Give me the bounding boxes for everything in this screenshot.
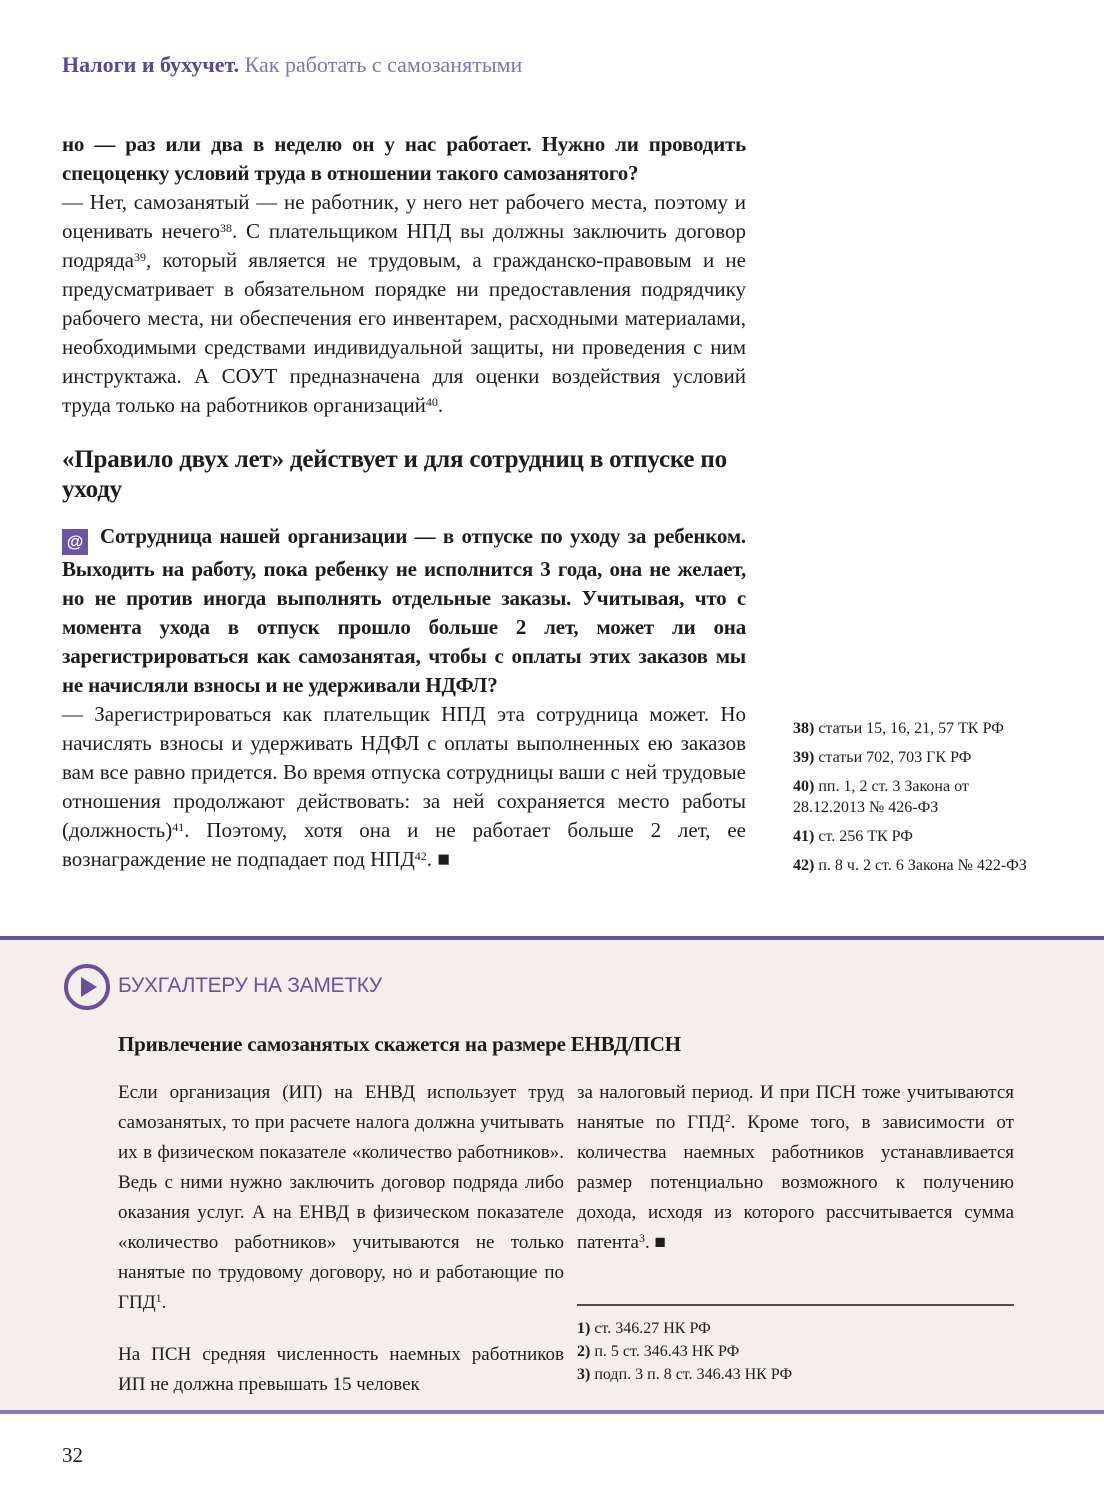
note-footnote: [577, 1317, 1014, 1340]
note-left-paragraph-1: Если организация (ИП) на ЕНВД использует труд самозанятых, то при расчете налога должна учитывать их в физическом показателе «количество работников». Ведь с ними нужно заключить договор подряда либо оказания услуг. А на ЕНВД в физическом показателе «количество работников» учитываются не только нанятые по трудовому договору, но и работающие по ГПД$^1$.: [118, 1082, 564, 1313]
note-footnote-number: 1): [577, 1320, 591, 1337]
side-footnote-number: 38): [793, 720, 815, 737]
question-2: [62, 522, 746, 700]
side-footnote-text: пп. 1, 2 ст. 3 Закона от 28.12.2013 № 426-ФЗ: [793, 778, 969, 816]
note-left-paragraph-2: На ПСН средняя численность наемных работников ИП не должна превышать 15 человек: [118, 1344, 564, 1395]
side-footnotes: [793, 718, 1028, 884]
note-footnote: [577, 1340, 1014, 1363]
note-footnote-number: 3): [577, 1366, 591, 1383]
side-footnote: [793, 826, 1028, 847]
answer-2: — Зарегистрироваться как плательщик НПД эта сотрудница может. Но начислять взносы и удерживать НДФЛ с оплаты выполненных ею заказов вам все равно придется. Во время отпуска сотрудницы ваши с ней трудовые отношения продолжают действовать: за ней сохраняется место работы (должность)$^{41}$. Поэтому, хотя она и не работает больше 2 лет, ее вознаграждение не подпадает под НПД$^{42}$. ■: [62, 702, 746, 871]
question-2-text: Сотрудница нашей организации — в отпуске по уходу за ребенком. Выходить на работу, пока ребенку не исполнится 3 года, она не желает, но не против иногда выполнять отдельные заказы. Учитывая, что с момента ухода в отпуск прошло больше 2 лет, может ли она зарегистрироваться как самозанятая, чтобы с оплаты этих заказов мы не начисляли взносы и не удерживали НДФЛ?: [62, 524, 746, 697]
note-footnote-text: подп. 3 п. 8 ст. 346.43 НК РФ: [590, 1366, 793, 1383]
section-heading: «Правило двух лет» действует и для сотрудниц в отпуске по уходу: [62, 446, 727, 503]
answer-1: — Нет, самозанятый — не работник, у него нет рабочего места, поэтому и оценивать нечего$^{38}$. С плательщиком НПД вы должны заключить договор подряда$^{39}$, который является не трудовым, а гражданско-правовым и не предусматривает в обязательном порядке ни предоставления подрядчику рабочего места, ни обеспечения его инвентарем, расходными материалами, необходимыми средствами индивидуальной защиты, ни проведения с ним инструктажа. А СОУТ предназначена для оценки воздействия условий труда только на работников организаций$^{40}$.: [62, 190, 746, 417]
play-icon: [64, 964, 110, 1010]
note-footnotes: [577, 1304, 1014, 1386]
note-title: Привлечение самозанятых скажется на размере ЕНВД/ПСН: [118, 1032, 681, 1056]
accountant-note-band: [0, 936, 1104, 1414]
side-footnote: [793, 855, 1028, 876]
side-footnote: [793, 718, 1028, 739]
running-head-topic: Как работать с самозанятыми: [239, 52, 523, 77]
running-head: [62, 52, 522, 78]
note-right-paragraph-1: за налоговый период. И при ПСН тоже учитываются нанятые по ГПД$^2$. Кроме того, в зависимости от количества наемных работников устанавливается размер потенциально возможного к получению дохода, исходя из которого рассчитывается сумма патента$^3$. ■: [577, 1082, 1014, 1253]
note-footnote-text: ст. 346.27 НК РФ: [590, 1320, 711, 1337]
side-footnote-text: статьи 702, 703 ГК РФ: [814, 749, 972, 766]
question-1: но — раз или два в неделю он у нас работает. Нужно ли проводить спецоценку условий труда в отношении такого самозанятого?: [62, 132, 746, 185]
side-footnote-number: 39): [793, 749, 815, 766]
side-footnote-number: 42): [793, 857, 815, 874]
article-body: [62, 130, 746, 874]
side-footnote-text: ст. 256 ТК РФ: [814, 828, 913, 845]
side-footnote: [793, 776, 1028, 818]
note-kicker: БУХГАЛТЕРУ НА ЗАМЕТКУ: [118, 974, 382, 997]
running-head-section: Налоги и бухучет.: [62, 52, 240, 77]
side-footnote-text: статьи 15, 16, 21, 57 ТК РФ: [814, 720, 1004, 737]
side-footnote: [793, 747, 1028, 768]
note-footnote: [577, 1363, 1014, 1386]
at-icon: @: [62, 529, 88, 555]
side-footnote-text: п. 8 ч. 2 ст. 6 Закона № 422-ФЗ: [814, 857, 1027, 874]
side-footnote-number: 40): [793, 778, 815, 795]
note-footnote-text: п. 5 ст. 346.43 НК РФ: [590, 1343, 740, 1360]
note-column-left: [118, 1078, 564, 1400]
play-triangle-icon: [81, 977, 97, 997]
page-number: 32: [62, 1443, 83, 1467]
side-footnote-number: 41): [793, 828, 815, 845]
note-column-right: [577, 1078, 1014, 1258]
note-footnote-number: 2): [577, 1343, 591, 1360]
